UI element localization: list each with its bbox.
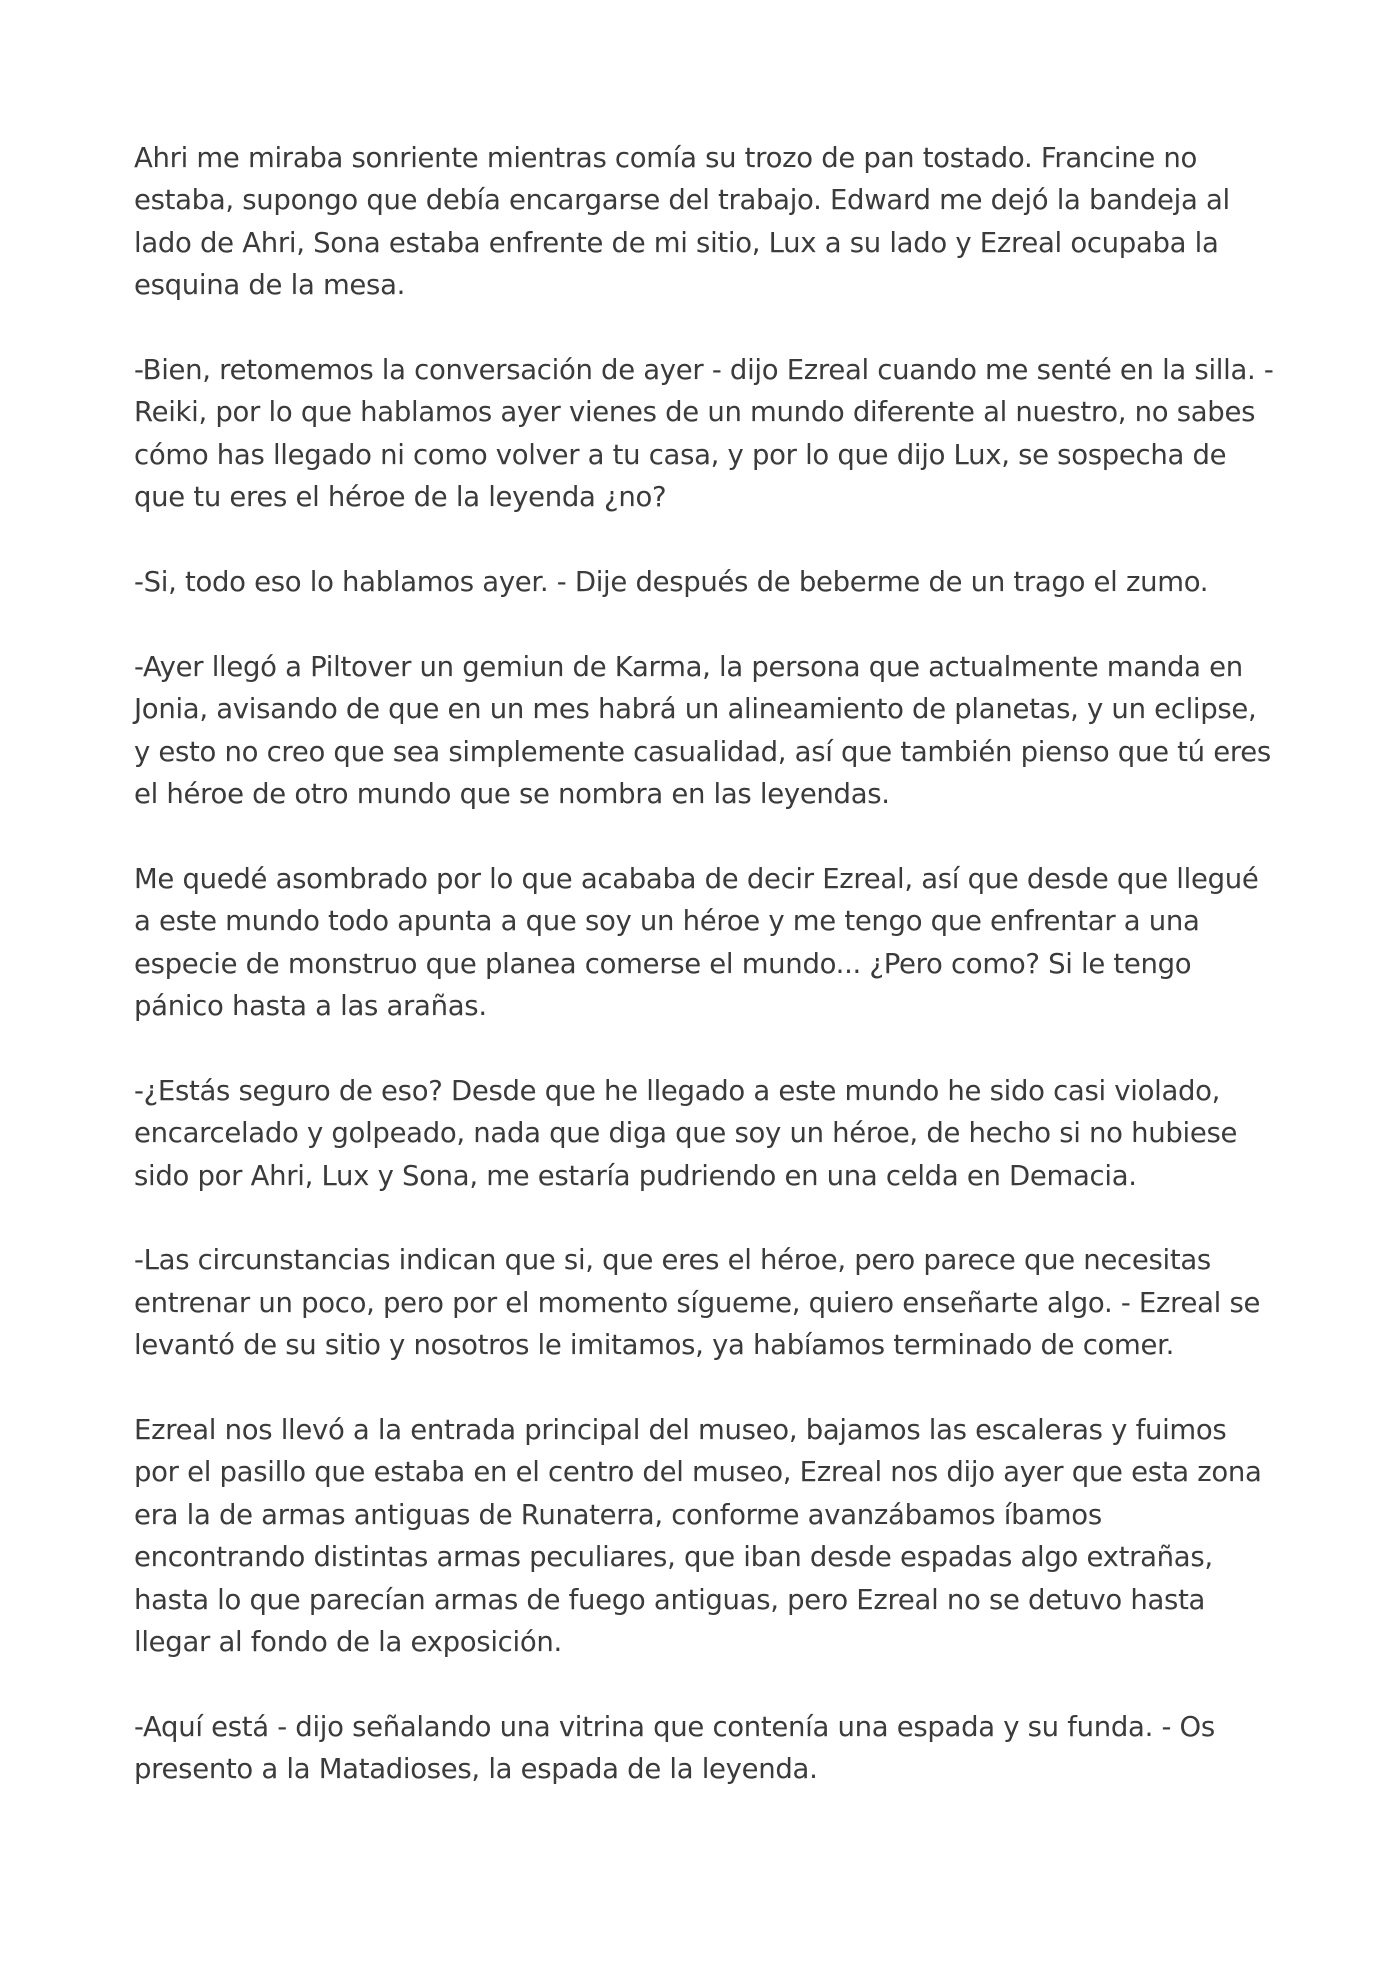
document-body [134, 137, 1274, 1791]
paragraph-8: Ezreal nos llevó a la entrada principal del museo, bajamos las escaleras y fuimos por el pasillo que estaba en el centro del museo, Ezreal nos dijo ayer que esta zona era la de armas antiguas de Runaterra, conforme avanzábamos íbamos encontrando distintas armas peculiares, que iban desde espadas algo extrañas, hasta lo que parecían armas de fuego antiguas, pero Ezreal no se detuvo hasta llegar al fondo de la exposición. [134, 1414, 1262, 1659]
paragraph-7: -Las circunstancias indican que si, que eres el héroe, pero parece que necesitas entrenar un poco, pero por el momento sígueme, quiero enseñarte algo. - Ezreal se levantó de su sitio y nosotros le imitamos, ya habíamos terminado de comer. [134, 1244, 1261, 1362]
paragraph-1: Ahri me miraba sonriente mientras comía su trozo de pan tostado. Francine no estaba, supongo que debía encargarse del trabajo. Edward me dejó la bandeja al lado de Ahri, Sona estaba enfrente de mi sitio, Lux a su lado y Ezreal ocupaba la esquina de la mesa. [134, 142, 1230, 302]
paragraph-6: -¿Estás seguro de eso? Desde que he llegado a este mundo he sido casi violado, encarcelado y golpeado, nada que diga que soy un héroe, de hecho si no hubiese sido por Ahri, Lux y Sona, me estaría pudriendo en una celda en Demacia. [134, 1074, 1238, 1192]
paragraph-2: -Bien, retomemos la conversación de ayer - dijo Ezreal cuando me senté en la silla. - Reiki, por lo que hablamos ayer vienes de un mundo diferente al nuestro, no sabes cómo has llegado ni como volver a tu casa, y por lo que dijo Lux, se sospecha de que tu eres el héroe de la leyenda ¿no? [134, 354, 1274, 514]
paragraph-9: -Aquí está - dijo señalando una vitrina que contenía una espada y su funda. - Os presento a la Matadioses, la espada de la leyenda. [134, 1710, 1215, 1786]
paragraph-3: -Si, todo eso lo hablamos ayer. - Dije después de beberme de un trago el zumo. [134, 566, 1209, 599]
paragraph-4: -Ayer llegó a Piltover un gemiun de Karma, la persona que actualmente manda en Jonia, avisando de que en un mes habrá un alineamiento de planetas, y un eclipse, y esto no creo que sea simplemente casualidad, así que también pienso que tú eres el héroe de otro mundo que se nombra en las leyendas. [134, 650, 1271, 811]
paragraph-5: Me quedé asombrado por lo que acababa de decir Ezreal, así que desde que llegué a este mundo todo apunta a que soy un héroe y me tengo que enfrentar a una especie de monstruo que planea comerse el mundo... ¿Pero como? Si le tengo pánico hasta a las arañas. [134, 862, 1259, 1023]
